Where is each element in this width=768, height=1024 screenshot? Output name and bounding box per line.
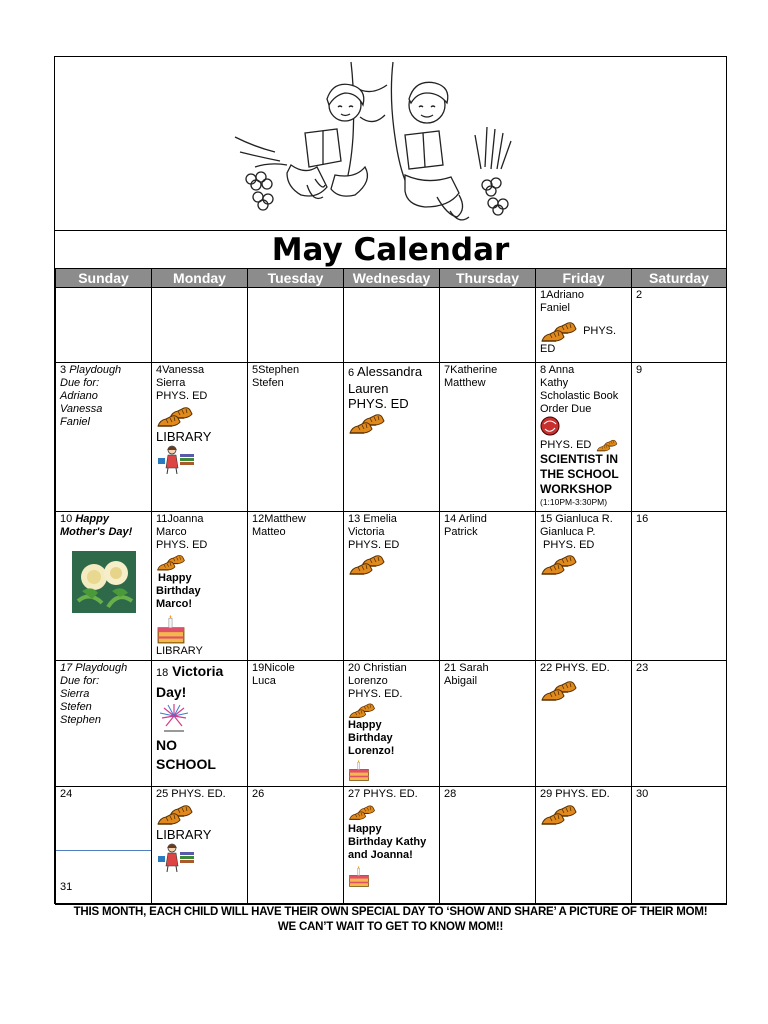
- day-cell-1: [536, 288, 632, 363]
- weekday-tuesday: Tuesday: [248, 269, 344, 288]
- library-reader-icon: [156, 444, 200, 474]
- day-cell-empty: [248, 288, 344, 363]
- day-cell-8: 8 Anna Kathy Scholastic Book Order Due PHYS. ED SCIENTIST IN THE SCHOOL WORKSHOP (1:10PM-3:30PM): [536, 363, 632, 512]
- day-cell-18: 18 Victoria Day! NO SCHOOL: [152, 661, 248, 787]
- day-cell-19: 19Nicole Luca: [248, 661, 344, 787]
- weekday-sunday: Sunday: [56, 269, 152, 288]
- footer-note: [54, 905, 727, 935]
- day-cell-20: 20 Christian Lorenzo PHYS. ED. Happy Birthday Lorenzo!: [344, 661, 440, 787]
- page-title: May Calendar: [271, 232, 510, 268]
- week-row-3: [56, 512, 727, 661]
- library-reader-icon: [156, 842, 200, 872]
- day-cell-22: 22 PHYS. ED.: [536, 661, 632, 787]
- sneakers-icon: [156, 403, 194, 429]
- day-cell-14: 14 Arlind Patrick: [440, 512, 536, 661]
- science-ball-icon: [540, 416, 562, 436]
- sneakers-icon: [348, 552, 386, 576]
- day-cell-empty: [344, 288, 440, 363]
- day-text: ED: [540, 343, 556, 355]
- day-text: Faniel: [540, 302, 570, 314]
- day-cell-empty: [56, 288, 152, 363]
- sneakers-icon: [540, 319, 578, 343]
- calendar-grid: [55, 268, 727, 905]
- day-cell-9: 9: [632, 363, 727, 512]
- day-cell-empty: [440, 288, 536, 363]
- day-cell-16: 16: [632, 512, 727, 661]
- day-cell-17: 17 Playdough Due for: Sierra Stefen Stephen: [56, 661, 152, 787]
- footer-line-2: WE CAN’T WAIT TO GET TO KNOW MOM!!: [277, 921, 504, 933]
- roses-icon: [72, 551, 136, 613]
- day-cell-29: 29 PHYS. ED.: [536, 787, 632, 905]
- day-cell-24-31: 24 31: [56, 787, 152, 905]
- birthday-cake-icon: [156, 615, 186, 645]
- day-cell-empty: [152, 288, 248, 363]
- week-row-2: [56, 363, 727, 512]
- weekday-saturday: Saturday: [632, 269, 727, 288]
- day-cell-3: 3 Playdough Due for: Adriano Vanessa Faniel: [56, 363, 152, 512]
- cell-divider: [56, 850, 152, 851]
- day-cell-15: 15 Gianluca R. Gianluca P. PHYS. ED: [536, 512, 632, 661]
- day-cell-13: 13 Emelia Victoria PHYS. ED: [344, 512, 440, 661]
- sneakers-icon: [540, 675, 578, 705]
- fireworks-icon: [156, 702, 192, 736]
- weekday-thursday: Thursday: [440, 269, 536, 288]
- sneakers-icon: [156, 801, 194, 827]
- day-cell-7: 7Katherine Matthew: [440, 363, 536, 512]
- day-cell-23: 23: [632, 661, 727, 787]
- sneakers-icon: [594, 438, 620, 452]
- day-cell-6: 6 Alessandra Lauren PHYS. ED: [344, 363, 440, 512]
- weekday-friday: Friday: [536, 269, 632, 288]
- sneakers-icon: [156, 552, 186, 572]
- day-cell-10: 10 Happy Mother's Day!: [56, 512, 152, 661]
- weekday-wednesday: Wednesday: [344, 269, 440, 288]
- day-cell-21: 21 Sarah Abigail: [440, 661, 536, 787]
- day-cell-27: 27 PHYS. ED. Happy Birthday Kathy and Joanna!: [344, 787, 440, 905]
- weekday-monday: Monday: [152, 269, 248, 288]
- day-cell-11: 11Joanna Marco PHYS. ED Happy Birthday Marco! LIBRARY: [152, 512, 248, 661]
- weekday-header-row: [56, 269, 727, 288]
- day-cell-26: 26: [248, 787, 344, 905]
- week-row-1: [56, 288, 727, 363]
- sneakers-icon: [540, 801, 578, 827]
- sneakers-icon: [348, 801, 376, 823]
- day-text: PHYS.: [583, 324, 617, 337]
- day-cell-28: 28: [440, 787, 536, 905]
- day-text: 1Adriano: [540, 289, 585, 301]
- birthday-cake-icon: [348, 866, 370, 888]
- day-cell-25: 25 PHYS. ED. LIBRARY: [152, 787, 248, 905]
- sneakers-icon: [348, 701, 376, 719]
- footer-line-1: THIS MONTH, EACH CHILD WILL HAVE THEIR OWN SPECIAL DAY TO ‘SHOW AND SHARE’ A PICTURE OF THEIR MOM!: [73, 906, 708, 918]
- children-reading-illustration: [55, 57, 726, 231]
- day-cell-2: 2: [632, 288, 727, 363]
- day-cell-5: 5Stephen Stefen: [248, 363, 344, 512]
- day-cell-30: 30: [632, 787, 727, 905]
- day-cell-4: 4Vanessa Sierra PHYS. ED LIBRARY: [152, 363, 248, 512]
- calendar-sheet: [54, 56, 727, 904]
- week-row-5: [56, 787, 727, 905]
- week-row-4: [56, 661, 727, 787]
- sneakers-icon: [348, 411, 386, 435]
- sneakers-icon: [540, 552, 578, 576]
- day-cell-12: 12Matthew Matteo: [248, 512, 344, 661]
- birthday-cake-icon: [348, 760, 370, 782]
